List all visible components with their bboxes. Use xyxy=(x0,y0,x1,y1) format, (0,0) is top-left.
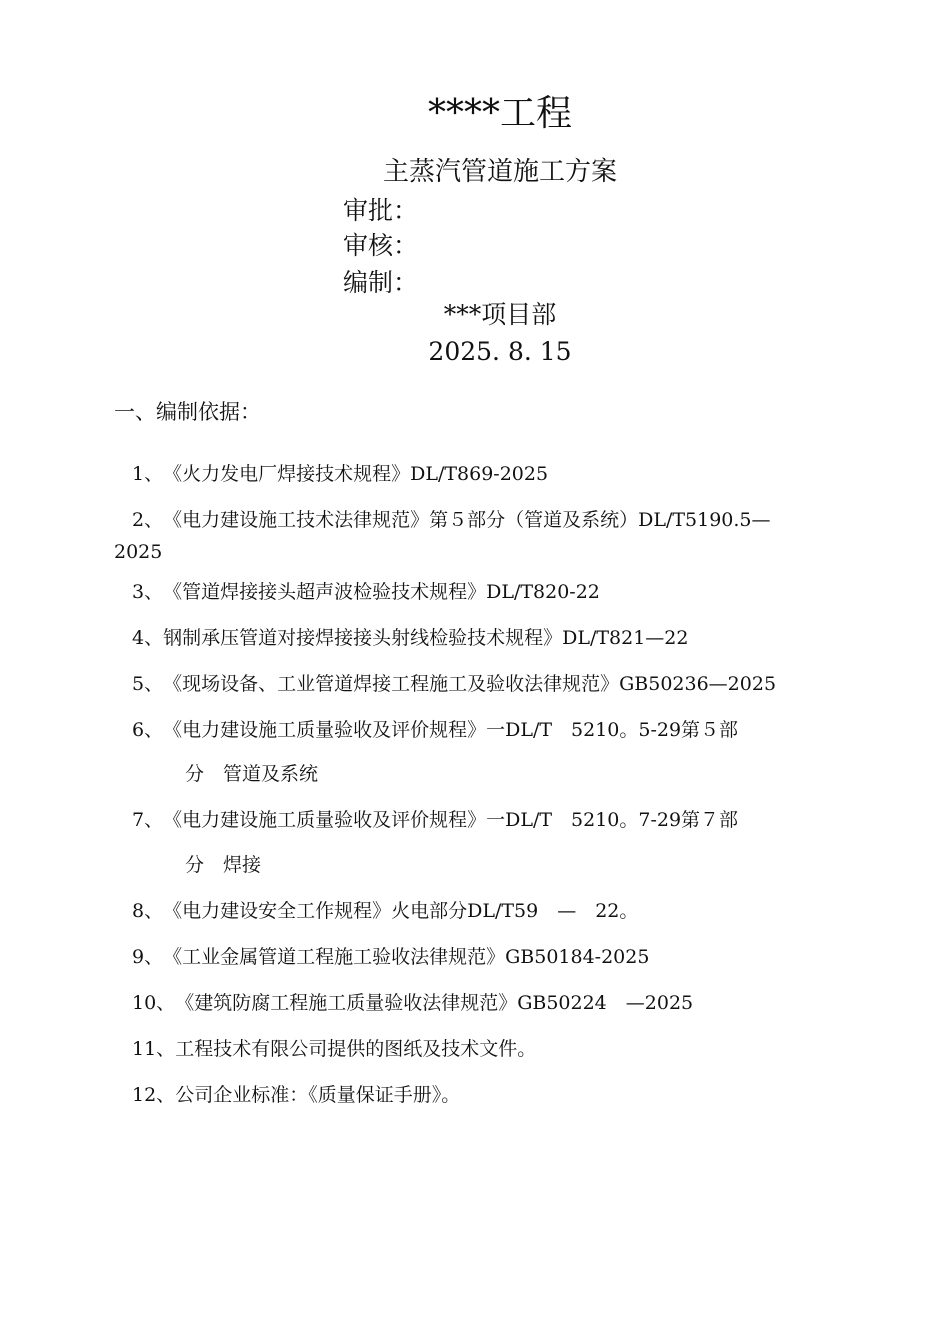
prepared-by-label: 编制： xyxy=(343,268,419,297)
approval-label: 审批： xyxy=(343,196,419,225)
list-item xyxy=(114,669,874,699)
list-item-text: 《火力发电厂焊接技术规程》DL/T869-2025 xyxy=(163,463,549,485)
list-item-number: 1、 xyxy=(132,463,164,485)
section-heading: 一、编制依据： xyxy=(114,400,261,424)
list-item-number: 2、 xyxy=(132,509,164,531)
list-item-number: 8、 xyxy=(132,900,164,922)
list-item-text: 公司企业标准：《质量保证手册》。 xyxy=(175,1084,461,1106)
document-subtitle: 主蒸汽管道施工方案 xyxy=(382,157,617,187)
list-item-number: 10、 xyxy=(132,992,176,1014)
department-name: ***项目部 xyxy=(443,300,557,329)
list-item-text: 《电力建设施工技术法律规范》第５部分（管道及系统）DL/T5190.5— xyxy=(163,509,771,531)
document-title: ****工程 xyxy=(427,93,572,134)
list-item-text: 《电力建设安全工作规程》火电部分DL/T59 — 22。 xyxy=(163,900,639,922)
list-item xyxy=(114,459,874,489)
list-item-text: 工程技术有限公司提供的图纸及技术文件。 xyxy=(175,1038,537,1060)
list-item-continuation: 分 管道及系统 xyxy=(185,763,319,785)
list-item-text-wrap: 2025 xyxy=(114,541,163,563)
document-date: 2025. 8. 15 xyxy=(428,337,572,366)
list-item-text: 钢制承压管道对接焊接接头射线检验技术规程》DL/T821—22 xyxy=(163,627,689,649)
list-item xyxy=(114,805,874,835)
list-item xyxy=(114,1080,874,1110)
list-item-text: 《电力建设施工质量验收及评价规程》一DL/T 5210。7-29第７部 xyxy=(163,809,739,831)
list-item-number: 12、 xyxy=(132,1084,176,1106)
list-item xyxy=(114,1034,874,1064)
list-item-text: 《现场设备、工业管道焊接工程施工及验收法律规范》GB50236—2025 xyxy=(163,673,777,695)
list-item-text: 《建筑防腐工程施工质量验收法律规范》GB50224 —2025 xyxy=(175,992,694,1014)
list-item xyxy=(114,896,874,926)
list-item xyxy=(114,715,874,745)
list-item-number: 6、 xyxy=(132,719,164,741)
list-item-text: 《电力建设施工质量验收及评价规程》一DL/T 5210。5-29第５部 xyxy=(163,719,739,741)
review-label: 审核： xyxy=(343,231,419,260)
list-item-number: 4、 xyxy=(132,627,164,649)
list-item-number: 9、 xyxy=(132,946,164,968)
list-item xyxy=(114,505,874,569)
list-item xyxy=(114,623,874,653)
list-item-number: 7、 xyxy=(132,809,164,831)
list-item-continuation: 分 焊接 xyxy=(185,854,262,876)
list-item-number: 5、 xyxy=(132,673,164,695)
list-item-text: 《管道焊接接头超声波检验技术规程》DL/T820-22 xyxy=(163,581,600,603)
list-item xyxy=(114,577,874,607)
list-item-text: 《工业金属管道工程施工验收法律规范》GB50184-2025 xyxy=(163,946,650,968)
list-item-number: 3、 xyxy=(132,581,164,603)
list-item-number: 11、 xyxy=(132,1038,176,1060)
list-item xyxy=(114,942,874,972)
list-item xyxy=(114,988,874,1018)
